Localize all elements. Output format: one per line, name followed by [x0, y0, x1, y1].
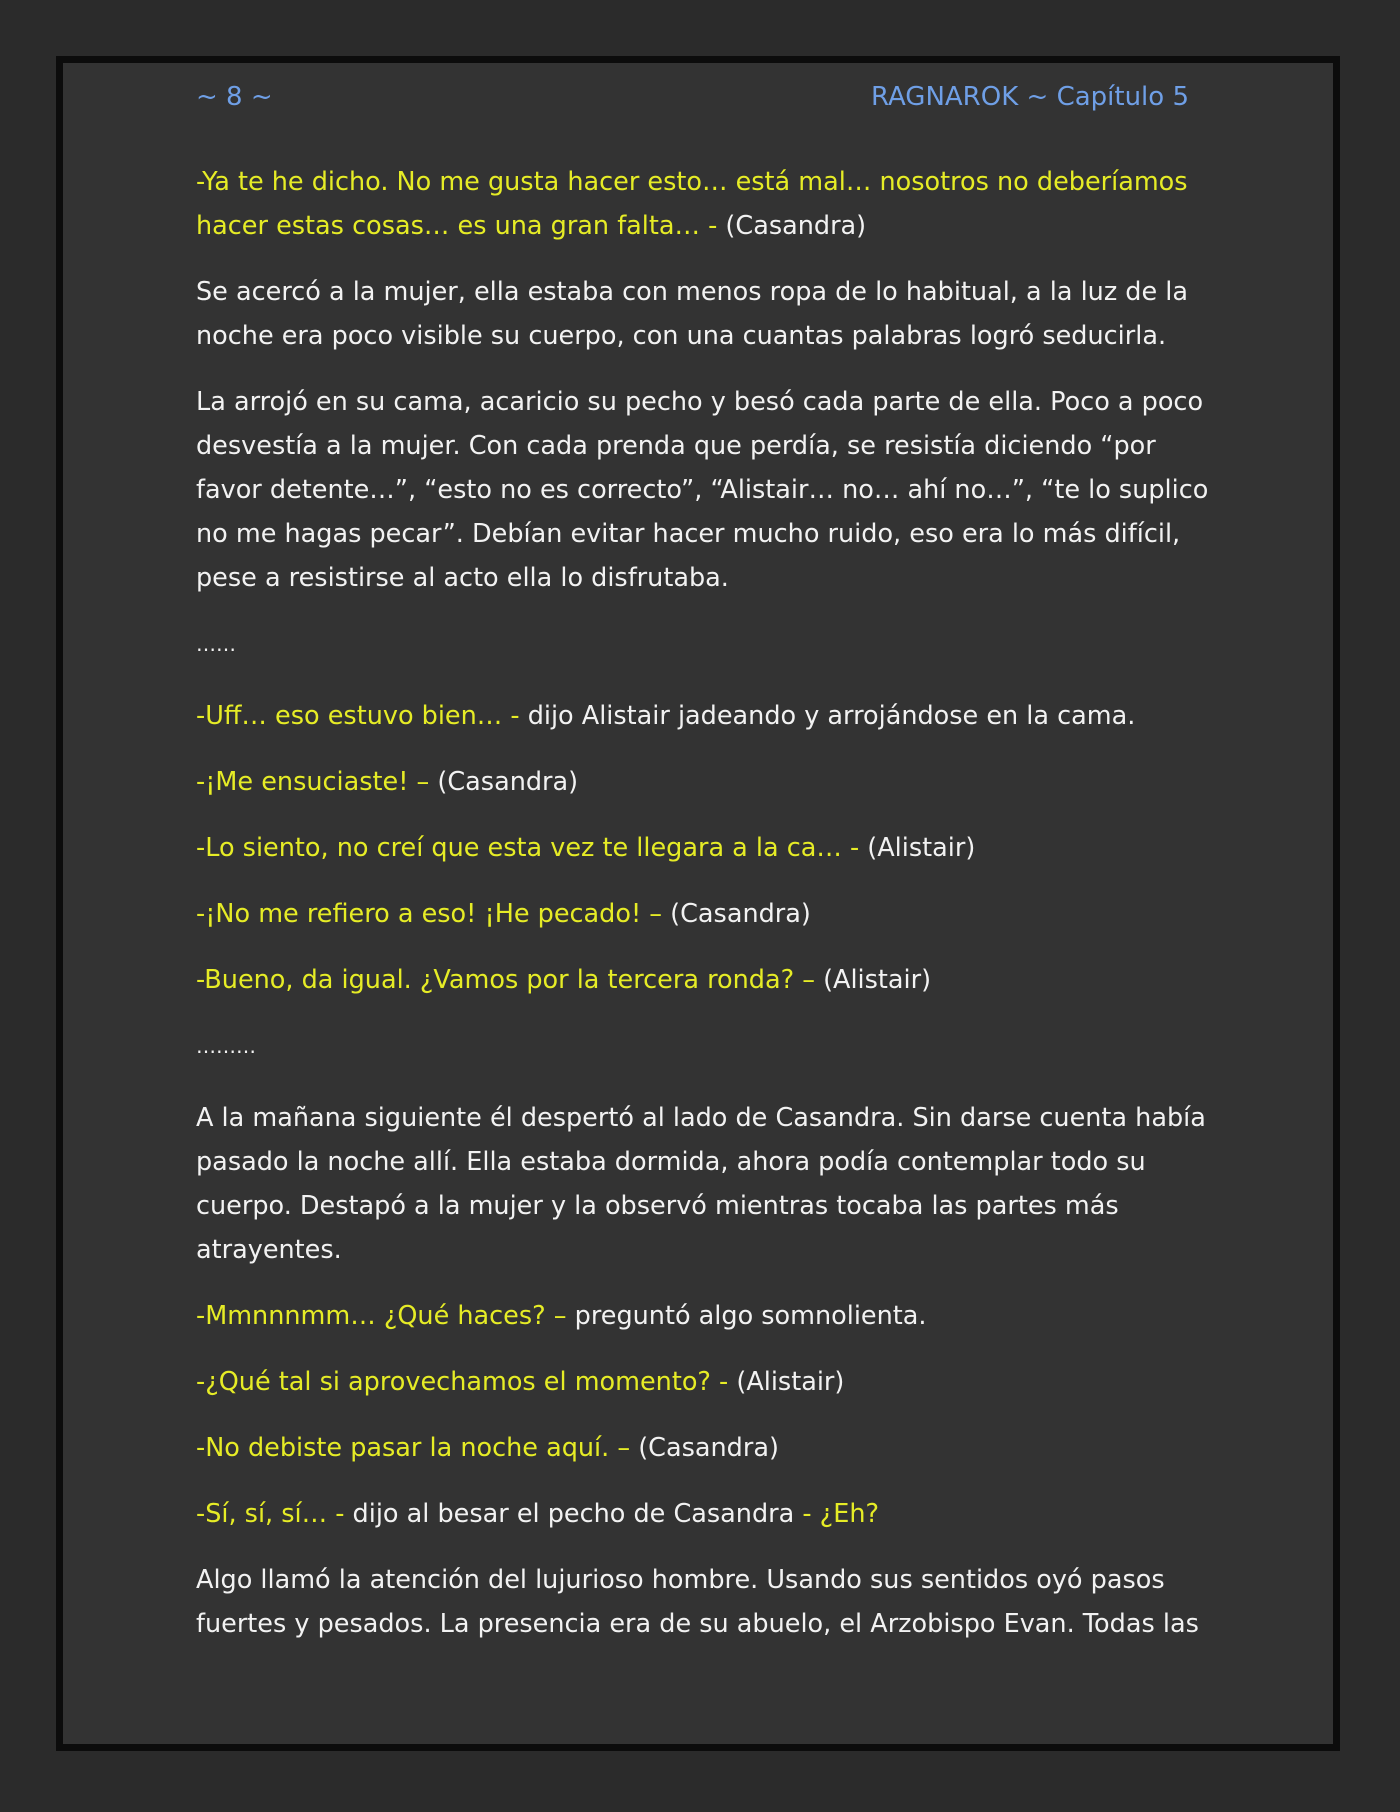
speaker-tag: (Casandra)	[717, 211, 867, 241]
text-line: favor detente…”, “esto no es correcto”, “Alistair… no… ahí no…”, “te lo suplico	[196, 475, 1209, 505]
dialogue-line: hacer estas cosas… es una gran falta… -	[196, 211, 718, 241]
narration-paragraph	[196, 1558, 1206, 1646]
page-number: ~ 8 ~	[196, 82, 273, 112]
text-line: atrayentes.	[196, 1235, 342, 1265]
dialogue-paragraph	[196, 958, 1206, 1002]
dialogue-text: -Bueno, da igual. ¿Vamos por la tercera ronda? –	[196, 965, 815, 995]
narration-paragraph	[196, 270, 1206, 358]
dialogue-line: -Ya te he dicho. No me gusta hacer esto… está mal… nosotros no deberíamos	[196, 167, 1188, 197]
dialogue-text: -Lo siento, no creí que esta vez te llegara a la ca… -	[196, 833, 860, 863]
dialogue-paragraph	[196, 760, 1206, 804]
dialogue-text: -¿Qué tal si aprovechamos el momento? -	[196, 1367, 729, 1397]
text-line: pese a resistirse al acto ella lo disfrutaba.	[196, 563, 729, 593]
dialogue-paragraph	[196, 160, 1206, 248]
text-line: fuertes y pesados. La presencia era de su abuelo, el Arzobispo Evan. Todas las	[196, 1609, 1199, 1639]
dialogue-text: -Sí, sí, sí… -	[196, 1499, 345, 1529]
dialogue-text: -No debiste pasar la noche aquí. –	[196, 1433, 631, 1463]
dialogue-paragraph	[196, 1426, 1206, 1470]
text-line: La arrojó en su cama, acaricio su pecho y besó cada parte de ella. Poco a poco	[196, 387, 1204, 417]
speaker-tag: (Alistair)	[728, 1367, 845, 1397]
dialogue-paragraph	[196, 694, 1206, 738]
scene-break: ……	[196, 632, 236, 656]
dialogue-paragraph	[196, 826, 1206, 870]
narration-paragraph	[196, 1096, 1206, 1272]
text-line: noche era poco visible su cuerpo, con una cuantas palabras logró seducirla.	[196, 321, 1167, 351]
text-line: pasado la noche allí. Ella estaba dormida, ahora podía contemplar todo su	[196, 1147, 1146, 1177]
narration-text: preguntó algo somnolienta.	[566, 1301, 927, 1331]
scene-break: ………	[196, 1034, 256, 1058]
text-line: Se acercó a la mujer, ella estaba con menos ropa de lo habitual, a la luz de la	[196, 277, 1188, 307]
dialogue-paragraph	[196, 1492, 1206, 1536]
dialogue-paragraph	[196, 892, 1206, 936]
speaker-tag: (Casandra)	[429, 767, 579, 797]
text-line: A la mañana siguiente él despertó al lado de Casandra. Sin darse cuenta había	[196, 1103, 1206, 1133]
narration-text: dijo Alistair jadeando y arrojándose en la cama.	[519, 701, 1136, 731]
dialogue-paragraph	[196, 1294, 1206, 1338]
dialogue-text: -Uff… eso estuvo bien… -	[196, 701, 520, 731]
text-line: Algo llamó la atención del lujurioso hombre. Usando sus sentidos oyó pasos	[196, 1565, 1165, 1595]
book-title: RAGNAROK ~ Capítulo 5	[870, 82, 1189, 112]
speaker-tag: (Casandra)	[630, 1433, 779, 1463]
narration-text: dijo al besar el pecho de Casandra	[344, 1499, 803, 1529]
dialogue-text: -¡Me ensuciaste! –	[196, 767, 430, 797]
page-header	[196, 82, 1189, 122]
text-line: desvestía a la mujer. Con cada prenda que perdía, se resistía diciendo “por	[196, 431, 1156, 461]
dialogue-text: -¡No me refiero a eso! ¡He pecado! –	[196, 899, 663, 929]
text-line: no me hagas pecar”. Debían evitar hacer mucho ruido, eso era lo más difícil,	[196, 519, 1181, 549]
dialogue-text: -Mmnnnmm… ¿Qué haces? –	[196, 1301, 567, 1331]
speaker-tag: (Alistair)	[814, 965, 932, 995]
dialogue-text: - ¿Eh?	[802, 1499, 880, 1529]
text-line: cuerpo. Destapó a la mujer y la observó mientras tocaba las partes más	[196, 1191, 1119, 1221]
speaker-tag: (Alistair)	[859, 833, 976, 863]
speaker-tag: (Casandra)	[662, 899, 811, 929]
dialogue-paragraph	[196, 1360, 1206, 1404]
page-body	[196, 160, 1209, 1668]
narration-paragraph	[196, 380, 1209, 600]
